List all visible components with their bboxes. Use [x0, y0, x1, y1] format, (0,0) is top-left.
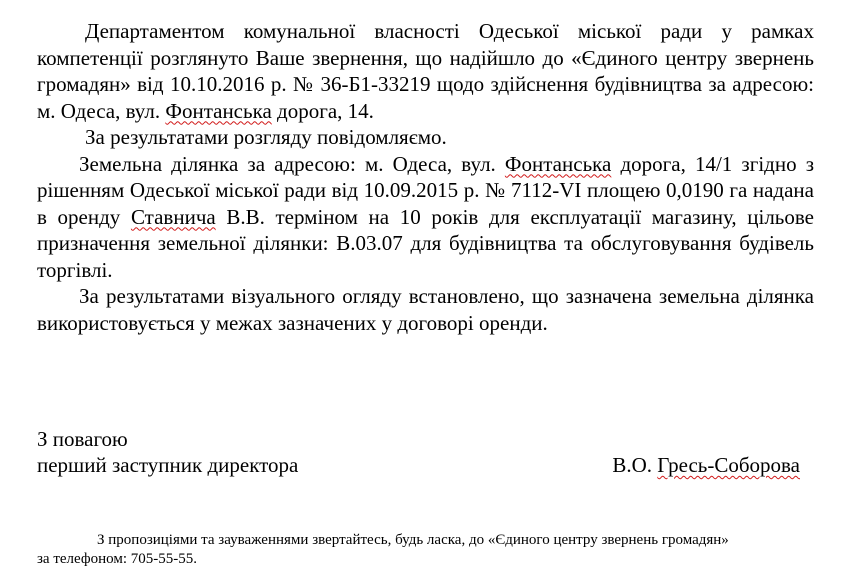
signatory-initials: В.О.	[612, 453, 658, 477]
letter-body	[37, 18, 814, 336]
signatory-position: перший заступник директора	[37, 453, 299, 477]
signatory-name	[612, 452, 800, 478]
street-name: Фонтанська	[165, 98, 272, 123]
tenant-name: Ставнича	[130, 204, 216, 229]
paragraph-3-tail: В.В. терміном на 10 років для експлуатації магазину, цільове призначення земельної ділянки: В.03.07 для будівництва та обслуговування будівель торгівлі.	[37, 204, 814, 282]
footer-contact-line: З пропозиціями та зауваженнями звертайтесь, будь ласка, до «Єдиного центру звернень громадян»	[97, 532, 729, 548]
signatory-surname: Гресь-Соборова	[657, 453, 800, 477]
signature-row	[37, 452, 814, 478]
paragraph-consideration	[37, 18, 814, 124]
street-name: Фонтанська	[504, 151, 612, 176]
paragraph-1-tail: дорога, 14.	[271, 98, 374, 123]
footer-note	[37, 531, 814, 569]
paragraph-3-middle: дорога, 14/1 згідно з рішенням Одеської міської ради від 10.09.2015 р. № 7112-VI площею 0,0190 га надана в оренду	[37, 151, 814, 229]
paragraph-notification: За результатами розгляду повідомляємо.	[85, 125, 447, 149]
paragraph-3-text: Земельна ділянка за адресою: м. Одеса, вул.	[79, 151, 505, 176]
paragraph-inspection: За результатами візуального огляду встановлено, що зазначена земельна ділянка використовується у межах зазначених у договорі оренди.	[37, 284, 814, 335]
signature-block	[37, 426, 814, 478]
greeting: З повагою	[37, 427, 128, 451]
paragraph-1-text: Департаментом комунальної власності Одеської міської ради у рамках компетенції розглянуто Ваше звернення, що надійшло до «Єдиного центру звернень громадян» від 10.10.2016 р. № 36-Б1-33219 щодо здійснення будівництва за адресою: м. Одеса, вул.	[37, 19, 814, 123]
footer-phone-line: за телефоном: 705-55-55.	[37, 551, 197, 567]
paragraph-land-plot	[37, 151, 814, 284]
